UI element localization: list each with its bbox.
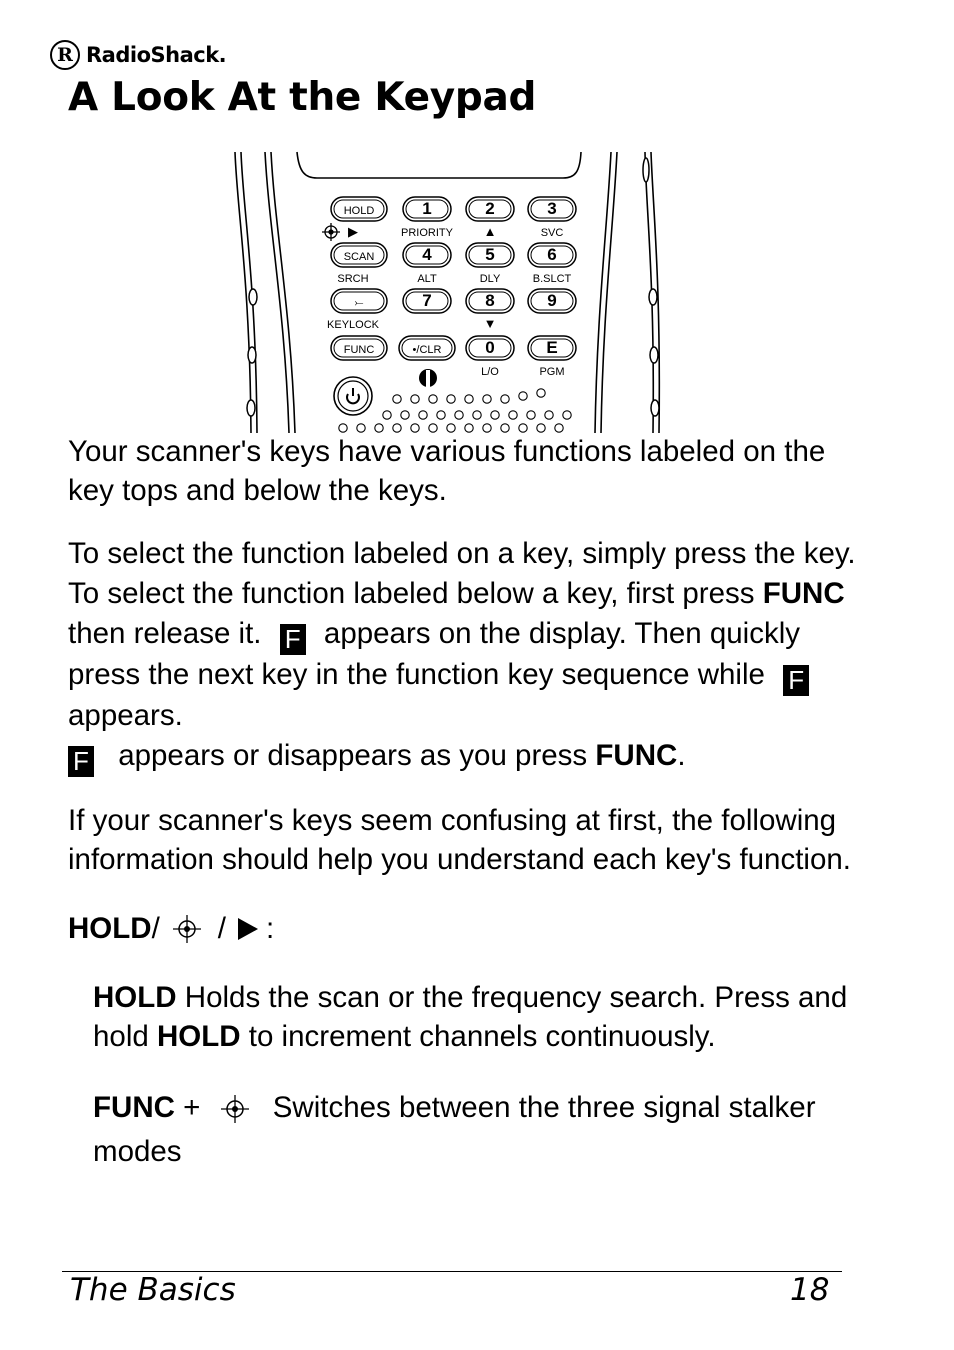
func-key-ref: FUNC [595,739,678,772]
keypad-key [399,336,455,360]
signal-stalker-icon [322,223,340,241]
speaker-hole [393,424,401,432]
key-below-label: KEYLOCK [327,319,379,331]
key-below-label: L/O [481,366,499,378]
keypad-key [466,336,514,378]
key-top-label: 9 [547,291,557,310]
key-top-label: 1 [422,199,432,218]
speaker-hole [501,424,509,432]
keypad-key [528,289,576,313]
key-top-label: 0 [485,338,495,357]
speaker-hole [483,395,491,403]
speaker-hole [555,424,563,432]
light-icon [419,369,437,387]
keypad-key [528,197,576,239]
speaker-hole [527,411,535,419]
key-below-label: SRCH [337,273,369,285]
key-top-label: 6 [547,245,557,264]
help-paragraph: If your scanner's keys seem confusing at first, the following information should help you understand each key's function. [68,804,851,876]
key-top-label: FUNC [343,344,375,356]
speaker-hole [375,424,383,432]
speaker-hole [473,411,481,419]
speaker-hole [537,389,545,397]
speaker-hole [483,424,491,432]
key-below-label: ▼ [483,316,497,331]
hold-description: HOLD Holds the scan or the frequency search. Press and hold HOLD to increment channels continuously. [93,981,848,1053]
key-below-label: PGM [539,366,565,378]
registered-mark-icon: R [50,40,80,70]
key-top-label: 8 [485,291,495,310]
speaker-hole [429,395,437,403]
signal-stalker-icon [170,912,204,946]
keypad-key [331,243,387,285]
key-below-label: ALT [417,273,437,285]
key-top-label: 3 [547,199,557,218]
func-instructions-paragraph: To select the function labeled on a key, simply press the key. To select the function labeled below a key, first press FUNC then release it. F appears on the display. Then quickly press the next key in the function key sequence while F appears. F appears or disappears as you press FUNC. [68,537,856,776]
speaker-hole [437,411,445,419]
key-top-label: HOLD [343,205,375,217]
key-top-label: 7 [422,291,432,310]
power-button [334,377,372,415]
speaker-hole [401,411,409,419]
speaker-hole [411,395,419,403]
footer-section-title: The Basics [70,1272,236,1308]
keypad-drawing [225,150,670,433]
key-below-label: SVC [540,227,564,239]
speaker-hole [491,411,499,419]
page-title: A Look At the Keypad [68,75,537,120]
keypad-key [466,289,514,331]
key-top-label: 5 [485,245,495,264]
speaker-hole [419,411,427,419]
f-indicator-icon: F [783,665,809,696]
speaker-hole [465,424,473,432]
speaker-hole [501,395,509,403]
keypad-key [331,197,387,239]
key-below-label: PRIORITY [401,227,453,239]
play-arrow-icon [234,915,262,943]
f-indicator-icon: F [68,746,94,777]
speaker-hole [411,424,419,432]
keypad-key [466,243,514,285]
f-indicator-icon: F [280,624,306,655]
keypad-key [403,243,451,285]
keypad-key [528,336,576,378]
key-below-label: DLY [479,273,501,285]
func-key-ref: FUNC [762,577,845,610]
speaker-hole [383,411,391,419]
speaker-hole [429,424,437,432]
speaker-hole [519,424,527,432]
keypad-key [327,289,387,331]
keypad-key [331,336,387,360]
speaker-hole [455,411,463,419]
speaker-hole [447,424,455,432]
key-below-label: ▲ [483,224,497,239]
key-top-label: SCAN [343,251,375,263]
speaker-hole [545,411,553,419]
keypad-illustration [225,150,670,433]
brand-logo [50,38,226,72]
keypad-key [403,289,451,313]
hold-term: HOLD [68,912,152,945]
key-top-label: 2 [485,199,495,218]
key-top-label: ⤚ [354,297,364,309]
key-below-label: ▶ [348,224,358,239]
speaker-hole [563,411,571,419]
keypad-key [528,243,576,285]
signal-stalker-icon [217,1091,253,1127]
key-top-label: •/CLR [412,344,442,356]
body-text [68,432,868,1174]
speaker-hole [357,424,365,432]
speaker-hole [447,395,455,403]
key-top-label: E [546,338,558,357]
speaker-hole [537,424,545,432]
speaker-hole [519,392,527,400]
keypad-key [466,197,514,239]
key-top-label: 4 [422,245,432,264]
speaker-hole [393,395,401,403]
speaker-hole [465,395,473,403]
speaker-grille [339,389,571,432]
speaker-hole [339,424,347,432]
page-number: 18 [790,1272,830,1308]
hold-key-heading: HOLD / / : [68,909,868,948]
keypad-key [401,197,454,239]
key-below-label: B.SLCT [532,273,572,285]
speaker-hole [509,411,517,419]
intro-paragraph: Your scanner's keys have various functions labeled on the key tops and below the keys. [68,435,826,507]
brand-name: RadioShack. [86,43,227,67]
func-stalker-description: FUNC + Switches between the three signal stalker modes [93,1091,816,1168]
